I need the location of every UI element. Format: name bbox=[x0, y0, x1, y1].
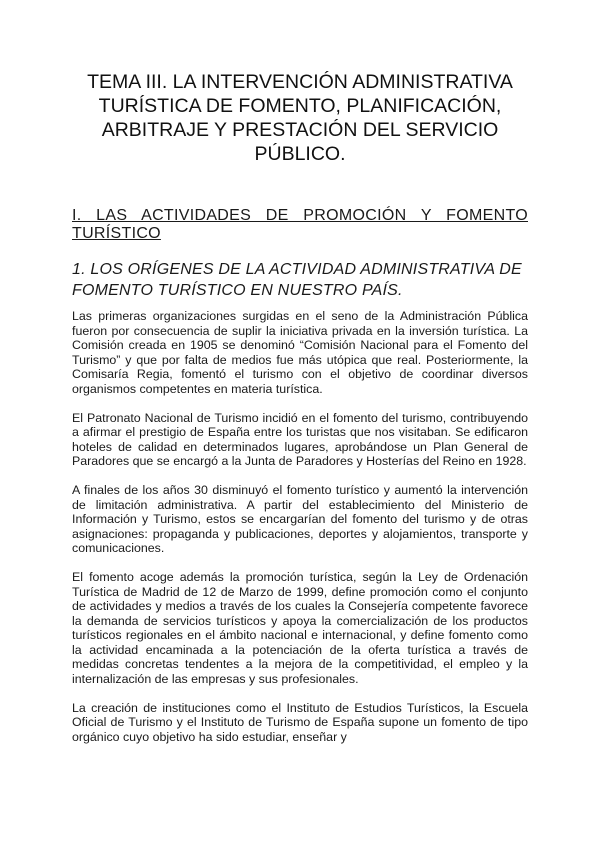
paragraph: Las primeras organizaciones surgidas en el seno de la Administración Pública fueron por consecuencia de suplir la iniciativa privada en la inversión turística. La Comisión creada en 1905 se denominó “Comisión Nacional para el Fomento del Turismo” y que por falta de medios fue más utópica que real. Posteriormente, la Comisaría Regia, fomentó el turismo con el objetivo de coordinar diversos organismos competentes en materia turística. bbox=[72, 309, 528, 396]
paragraph: El Patronato Nacional de Turismo incidió en el fomento del turismo, contribuyendo a afirmar el prestigio de España entre los turistas que nos visitaban. Se edificaron hoteles de calidad en determinados lugares, aprobándose un Plan General de Paradores que se encargó a la Junta de Paradores y Hosterías del Reino en 1928. bbox=[72, 410, 528, 468]
paragraph: La creación de instituciones como el Instituto de Estudios Turísticos, la Escuela Oficial de Turismo y el Instituto de Turismo de España supone un fomento de tipo orgánico cuyo objetivo ha sido estudiar, enseñar y bbox=[72, 700, 528, 744]
body-text bbox=[72, 309, 528, 759]
sub-heading: 1. LOS ORÍGENES DE LA ACTIVIDAD ADMINISTRATIVA DE FOMENTO TURÍSTICO EN NUESTRO PAÍS. bbox=[72, 261, 522, 299]
paragraph: A finales de los años 30 disminuyó el fomento turístico y aumentó la intervención de limitación administrativa. A partir del establecimiento del Ministerio de Información y Turismo, estos se encargarían del fomento del turismo y de otras asignaciones: propaganda y publicaciones, deportes y alojamientos, transporte y comunicaciones. bbox=[72, 483, 528, 555]
section-heading: I. LAS ACTIVIDADES DE PROMOCIÓN Y FOMENTO TURÍSTICO bbox=[72, 207, 528, 242]
paragraph: El fomento acoge además la promoción turística, según la Ley de Ordenación Turística de Madrid de 12 de Marzo de 1999, define promoción como el conjunto de actividades y medios a través de los cuales la Consejería competente favorece la demanda de servicios turísticos y apoya la comercialización de los productos turísticos regionales en el ámbito nacional e internacional, y define fomento como la actividad encaminada a la potenciación de la oferta turística a través de medidas concretas tendentes a la mejora de la competitividad, el empleo y la internalización de las empresas y sus profesionales. bbox=[72, 570, 528, 686]
page-title: TEMA III. LA INTERVENCIÓN ADMINISTRATIVA TURÍSTICA DE FOMENTO, PLANIFICACIÓN, ARBITRAJE Y PRESTACIÓN DEL SERVICIO PÚBLICO. bbox=[87, 71, 513, 165]
